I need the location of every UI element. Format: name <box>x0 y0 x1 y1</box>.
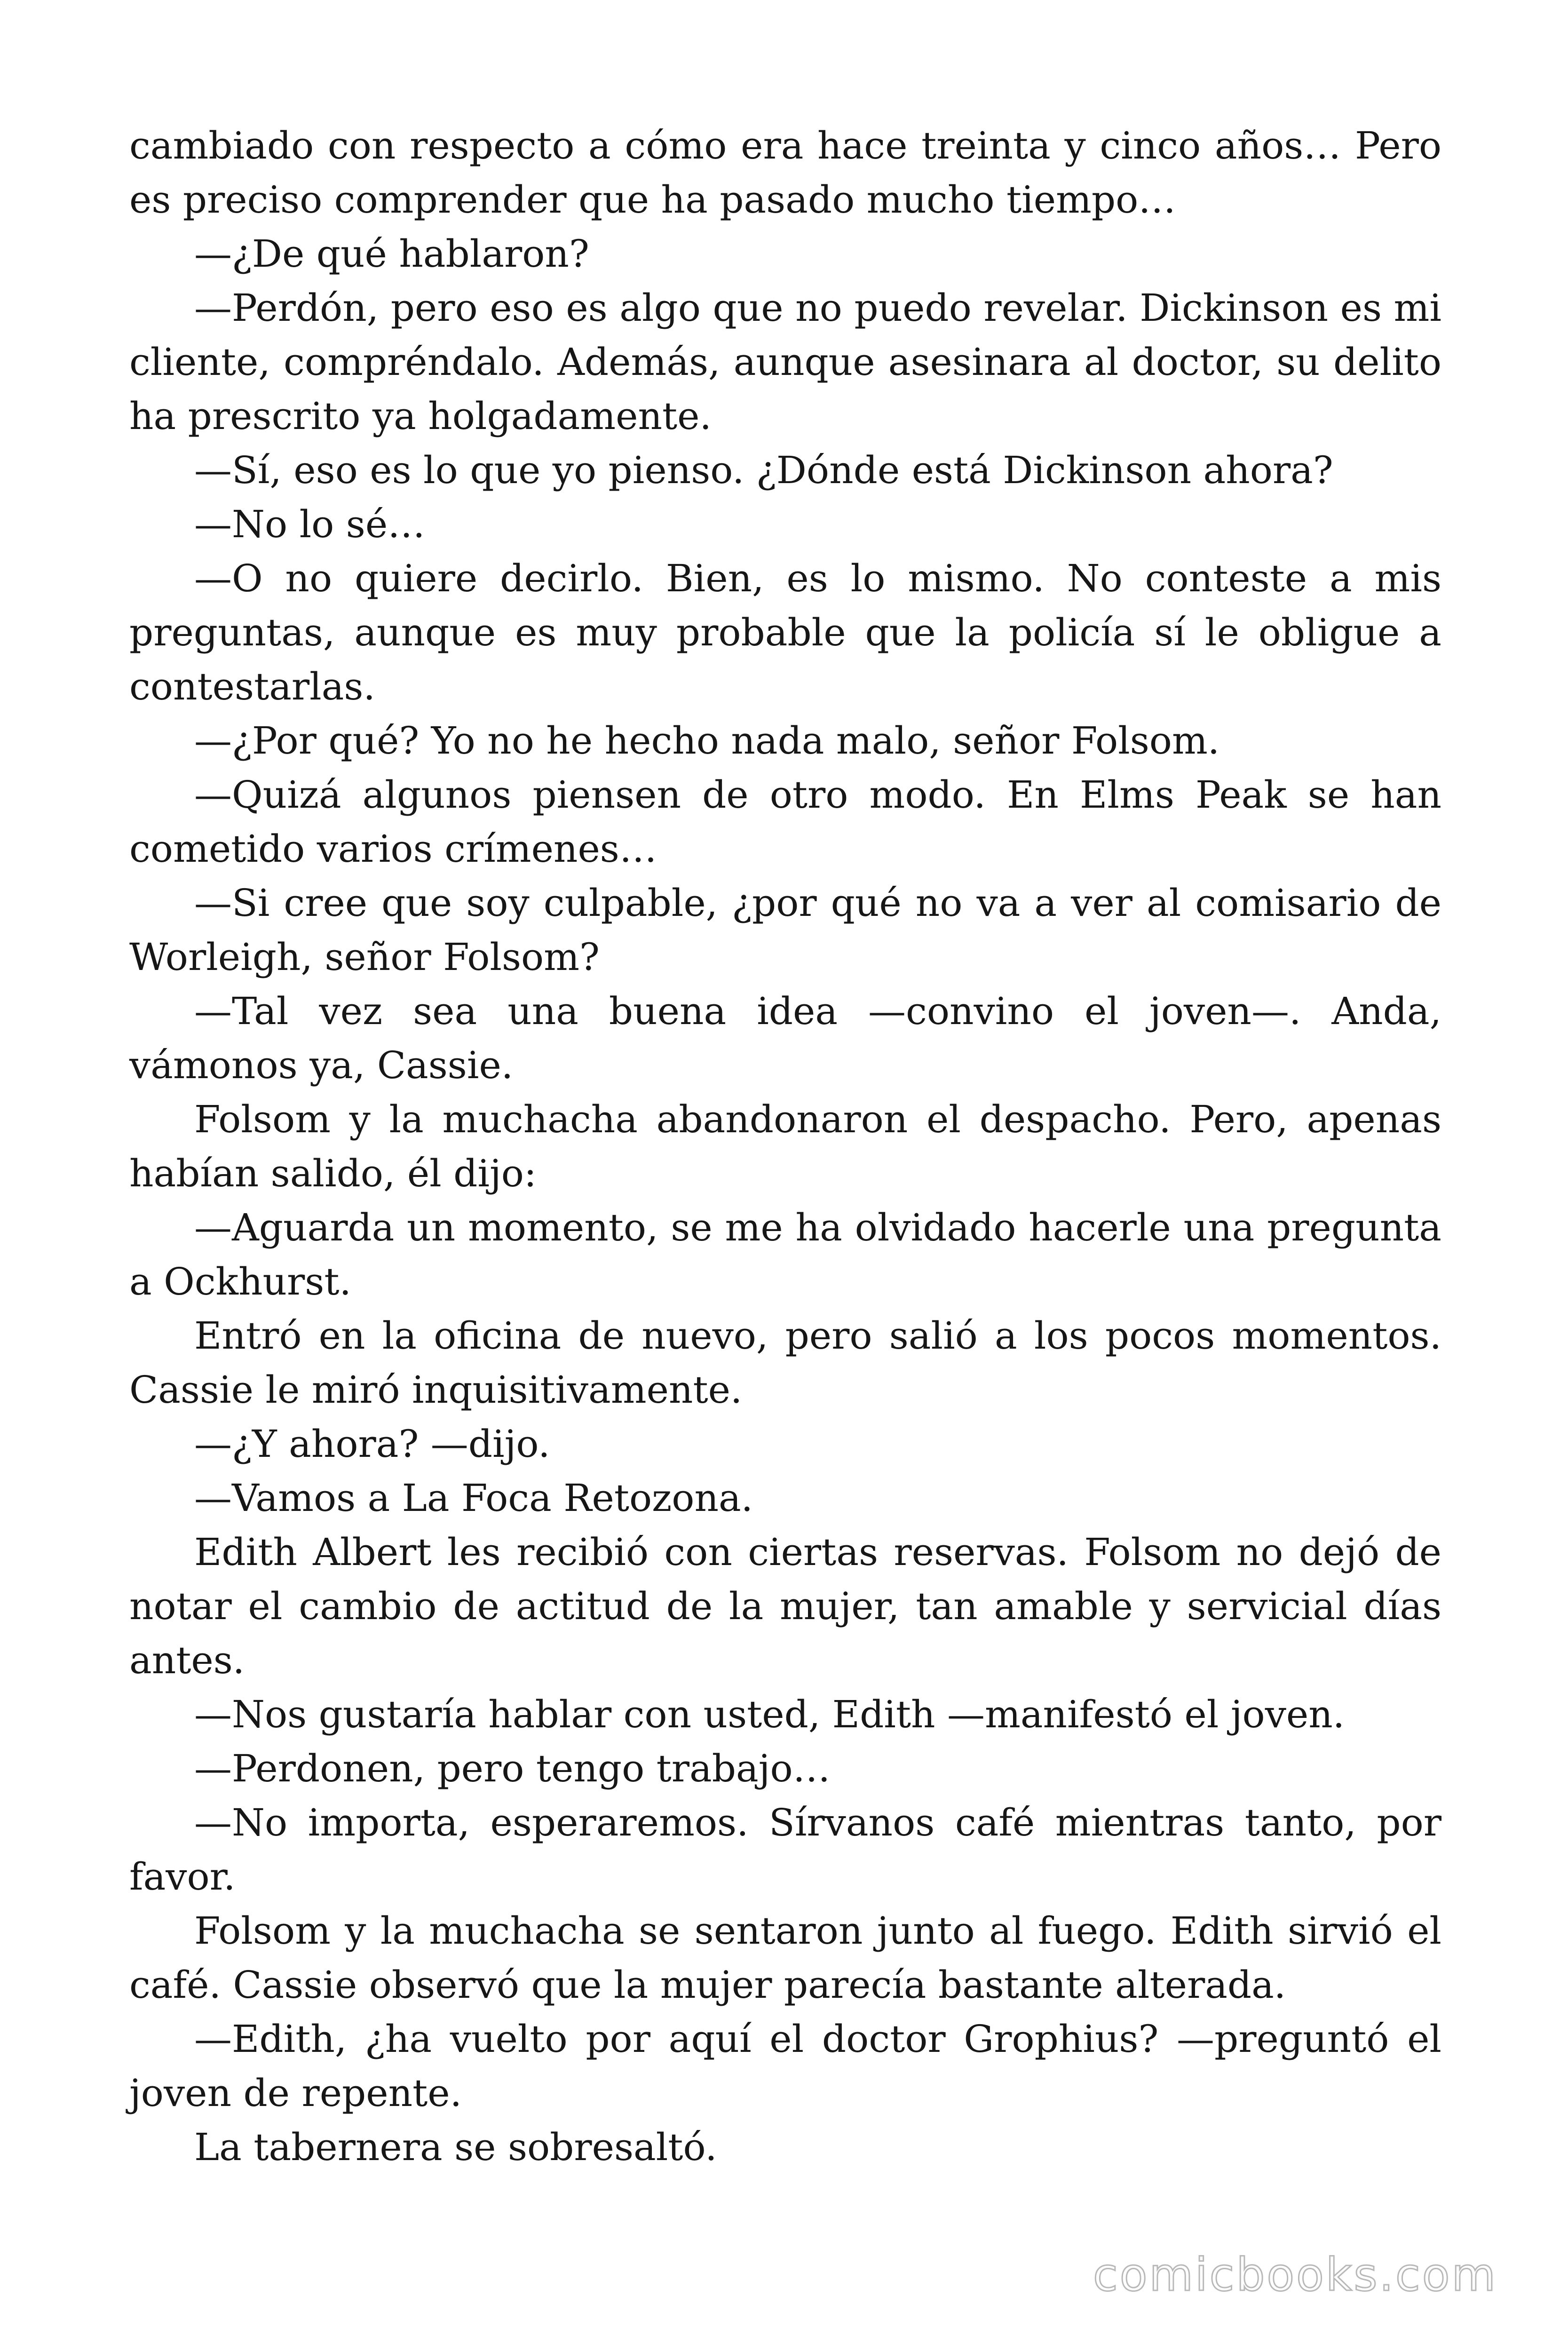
body-text <box>129 119 1441 2174</box>
dialogue-paragraph: —Aguarda un momento, se me ha olvidado hacerle una pregunta a Ockhurst. <box>129 1206 1441 1303</box>
dialogue-paragraph: —Si cree que soy culpable, ¿por qué no va a ver al comisario de Worleigh, señor Folsom? <box>129 881 1441 979</box>
dialogue-paragraph: —No lo sé… <box>194 502 426 546</box>
narrative-paragraph: Edith Albert les recibió con ciertas reservas. Folsom no dejó de notar el cambio de actitud de la mujer, tan amable y servicial días antes. <box>129 1530 1441 1682</box>
dialogue-paragraph: —Vamos a La Foca Retozona. <box>194 1476 753 1520</box>
dialogue-paragraph: —Tal vez sea una buena idea —convino el joven—. Anda, vámonos ya, Cassie. <box>129 989 1441 1087</box>
dialogue-paragraph: —Nos gustaría hablar con usted, Edith —manifestó el joven. <box>194 1692 1345 1736</box>
watermark-logo: comicbooks.com <box>1093 2249 1497 2301</box>
dialogue-paragraph: —Perdón, pero eso es algo que no puedo revelar. Dickinson es mi cliente, compréndalo. Además, aunque asesinara al doctor, su delito ha prescrito ya holgadamente. <box>129 286 1441 438</box>
dialogue-paragraph: —Edith, ¿ha vuelto por aquí el doctor Grophius? —preguntó el joven de repente. <box>129 2017 1441 2115</box>
narrative-paragraph: Entró en la oficina de nuevo, pero salió a los pocos momentos. Cassie le miró inquisitivamente. <box>129 1314 1441 1412</box>
dialogue-paragraph: —Quizá algunos piensen de otro modo. En Elms Peak se han cometido varios crímenes… <box>129 773 1441 871</box>
dialogue-paragraph: —No importa, esperaremos. Sírvanos café mientras tanto, por favor. <box>129 1801 1441 1899</box>
paragraph-continuation: cambiado con respecto a cómo era hace treinta y cinco años… Pero es preciso comprender que ha pasado mucho tiempo… <box>129 124 1441 222</box>
dialogue-paragraph: —¿Por qué? Yo no he hecho nada malo, señor Folsom. <box>194 719 1220 763</box>
narrative-paragraph: Folsom y la muchacha abandonaron el despacho. Pero, apenas habían salido, él dijo: <box>129 1097 1441 1195</box>
dialogue-paragraph: —Sí, eso es lo que yo pienso. ¿Dónde está Dickinson ahora? <box>194 448 1333 492</box>
dialogue-paragraph: —¿Y ahora? —dijo. <box>194 1422 550 1466</box>
dialogue-paragraph: —O no quiere decirlo. Bien, es lo mismo. No conteste a mis preguntas, aunque es muy probable que la policía sí le obligue a contestarlas. <box>129 556 1441 708</box>
narrative-paragraph: La tabernera se sobresaltó. <box>194 2125 717 2169</box>
dialogue-paragraph: —¿De qué hablaron? <box>194 232 589 276</box>
dialogue-paragraph: —Perdonen, pero tengo trabajo… <box>194 1747 831 1790</box>
narrative-paragraph: Folsom y la muchacha se sentaron junto al fuego. Edith sirvió el café. Cassie observó que la mujer parecía bastante alterada. <box>129 1909 1441 2007</box>
